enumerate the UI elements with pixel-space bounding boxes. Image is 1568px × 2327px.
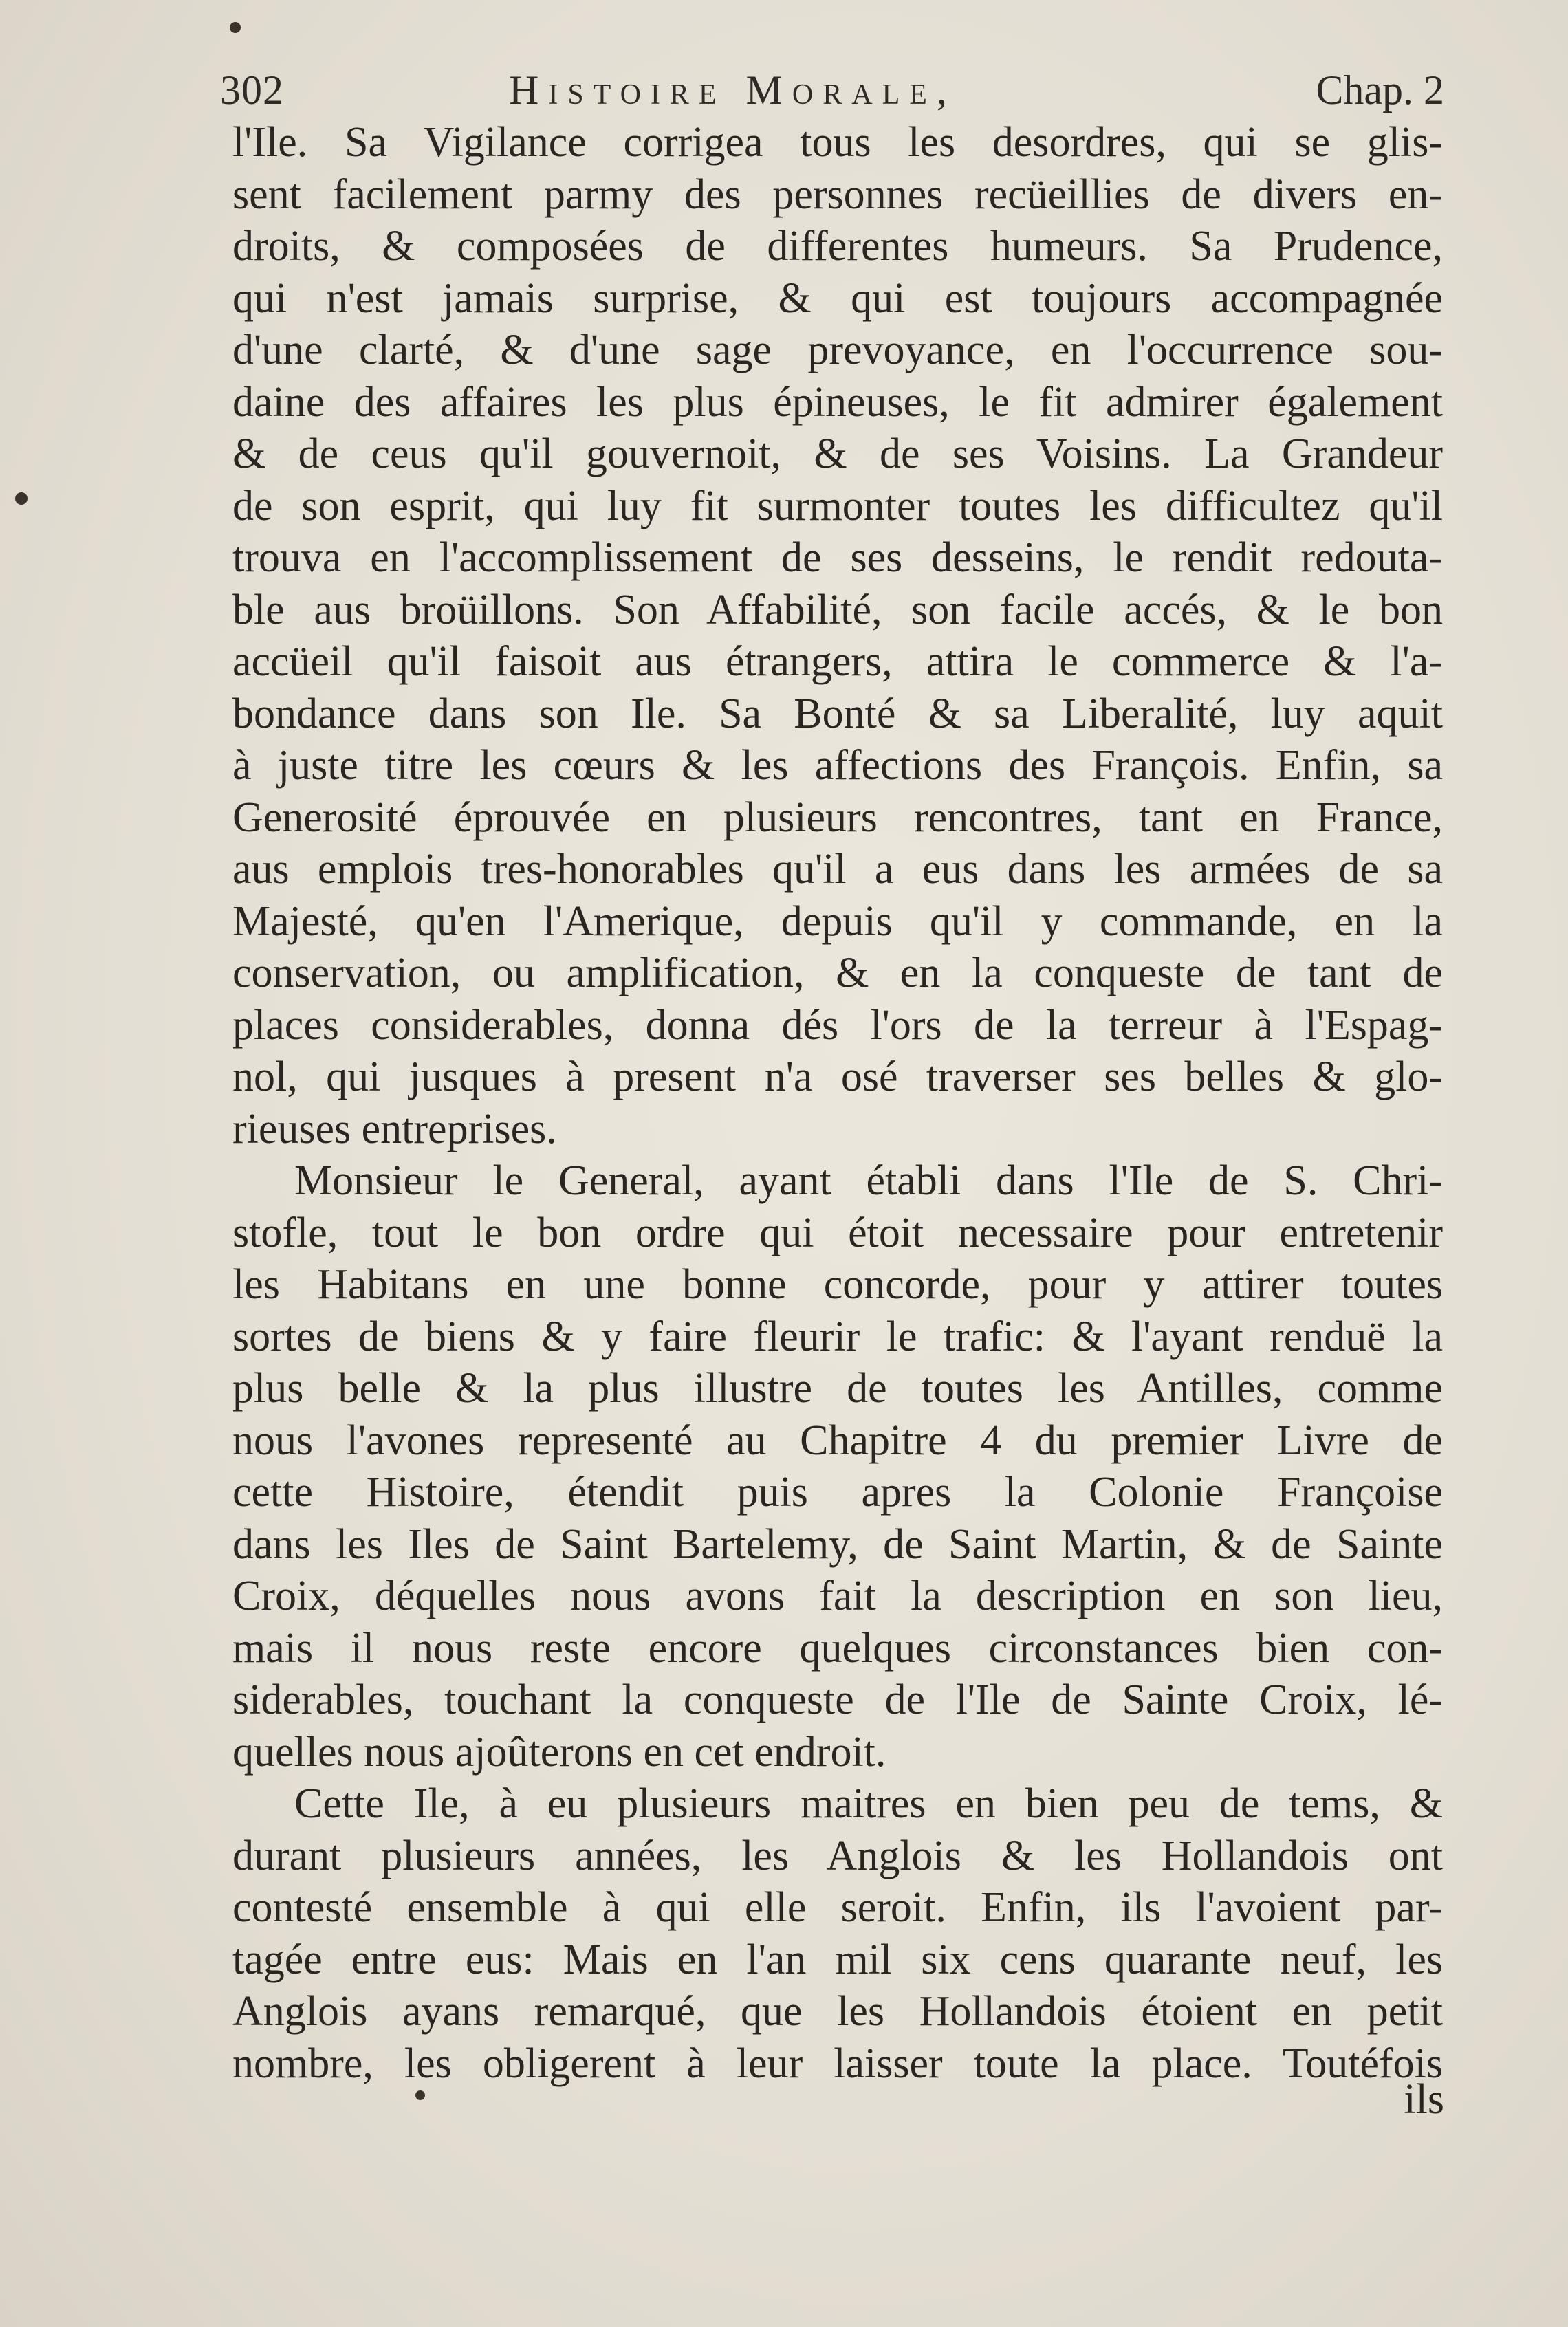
text-line: daine des affaires les plus épineuses, le fit admirer également <box>232 378 1443 426</box>
text-line: rieuses entreprises. <box>232 1105 557 1152</box>
text-line: quelles nous ajoûterons en cet endroit. <box>232 1728 886 1776</box>
text-line: tagée entre eus: Mais en l'an mil six cens quarante neuf, les <box>232 1936 1443 1983</box>
text-line: les Habitans en une bonne concorde, pour y attirer toutes <box>232 1261 1443 1308</box>
catchword: ils <box>1404 2076 1444 2123</box>
text-line: contesté ensemble à qui elle seroit. Enfin, ils l'avoient par- <box>232 1884 1443 1931</box>
text-line: sortes de biens & y faire fleurir le trafic: & l'ayant renduë la <box>232 1313 1443 1360</box>
paragraph-3 <box>232 1778 1443 2090</box>
ink-speck <box>15 492 28 505</box>
text-line: l'Ile. Sa Vigilance corrigea tous les desordres, qui se glis- <box>232 119 1443 166</box>
text-line: conservation, ou amplification, & en la conqueste de tant de <box>232 950 1443 996</box>
text-line: Anglois ayans remarqué, que les Hollandois étoient en petit <box>232 1988 1443 2035</box>
text-line: Majesté, qu'en l'Amerique, depuis qu'il y commande, en la <box>232 897 1443 945</box>
text-line: places considerables, donna dés l'ors de la terreur à l'Espag- <box>232 1001 1443 1049</box>
text-line: d'une clarté, & d'une sage prevoyance, en l'occurrence sou- <box>232 327 1443 373</box>
text-line: sent facilement parmy des personnes recüeillies de divers en- <box>232 171 1443 218</box>
ink-speck <box>230 22 241 33</box>
text-line: de son esprit, qui luy fit surmonter toutes les difficultez qu'il <box>232 482 1443 529</box>
text-line: Monsieur le General, ayant établi dans l'Ile de S. Chri- <box>294 1157 1443 1204</box>
text-line: cette Histoire, étendit puis apres la Colonie Françoise <box>232 1469 1443 1516</box>
text-line: à juste titre les cœurs & les affections des François. Enfin, sa <box>232 742 1443 789</box>
text-line: Cette Ile, à eu plusieurs maitres en bien peu de tems, & <box>294 1780 1443 1827</box>
ink-speck <box>415 2090 425 2100</box>
text-line: plus belle & la plus illustre de toutes les Antilles, comme <box>232 1365 1443 1412</box>
text-line: stofle, tout le bon ordre qui étoit necessaire pour entretenir <box>232 1209 1443 1256</box>
text-line: Croix, déquelles nous avons fait la description en son lieu, <box>232 1573 1443 1619</box>
text-line: siderables, touchant la conqueste de l'Ile de Sainte Croix, lé- <box>232 1676 1443 1723</box>
paragraph-2 <box>232 1155 1443 1778</box>
text-line: accüeil qu'il faisoit aus étrangers, attira le commerce & l'a- <box>232 638 1443 685</box>
text-line: nol, qui jusques à present n'a osé traverser ses belles & glo- <box>232 1053 1443 1100</box>
chapter-label: Chap. 2 <box>1316 67 1444 113</box>
text-line: bondance dans son Ile. Sa Bonté & sa Liberalité, luy aquit <box>232 690 1443 737</box>
text-line: mais il nous reste encore quelques circonstances bien con- <box>232 1624 1443 1672</box>
text-line: droits, & composées de differentes humeurs. Sa Prudence, <box>232 223 1443 270</box>
text-line: qui n'est jamais surprise, & qui est toujours accompagnée <box>232 274 1443 322</box>
text-line: trouva en l'accomplissement de ses desseins, le rendit redouta- <box>232 534 1443 581</box>
running-title: Histoire Morale, <box>509 67 957 113</box>
text-line: & de ceus qu'il gouvernoit, & de ses Voisins. La Grandeur <box>232 430 1443 477</box>
page-number: 302 <box>220 67 284 113</box>
paragraph-1 <box>232 117 1443 1155</box>
text-line: nombre, les obligerent à leur laisser toute la place. Toutéfois <box>232 2040 1443 2087</box>
running-header <box>220 59 1444 121</box>
text-line: Generosité éprouvée en plusieurs rencontres, tant en France, <box>232 794 1443 841</box>
text-line: nous l'avones representé au Chapitre 4 du premier Livre de <box>232 1417 1443 1464</box>
text-line: durant plusieurs années, les Anglois & les Hollandois ont <box>232 1832 1443 1879</box>
text-line: ble aus broüillons. Son Affabilité, son facile accés, & le bon <box>232 586 1443 633</box>
text-line: aus emplois tres-honorables qu'il a eus dans les armées de sa <box>232 846 1443 893</box>
body-text <box>232 117 1443 2090</box>
text-line: dans les Iles de Saint Bartelemy, de Saint Martin, & de Sainte <box>232 1520 1443 1568</box>
